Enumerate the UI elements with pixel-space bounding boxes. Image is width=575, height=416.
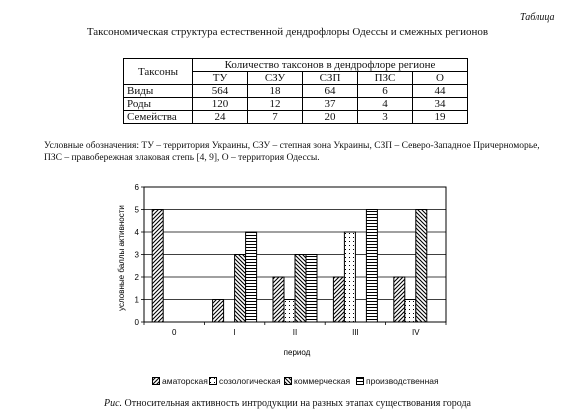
legend-item xyxy=(284,376,350,386)
header-group: Количество таксонов в дендрофлоре регионе xyxy=(193,59,468,72)
table-cell: 64 xyxy=(303,85,358,98)
legend-item xyxy=(356,376,439,386)
table-cell: 44 xyxy=(413,85,468,98)
table-label: Таблица xyxy=(520,12,555,23)
table-cell: 564 xyxy=(193,85,248,98)
legend-swatch-horizontal xyxy=(356,377,364,385)
header-region: О xyxy=(413,72,468,85)
bar xyxy=(394,277,405,322)
bar xyxy=(333,277,344,322)
bar xyxy=(273,277,284,322)
header-taxa: Таксоны xyxy=(124,59,193,85)
abbreviations-note: Условные обозначения: ТУ – территория Украины, СЗУ – степная зона Украины, СЗП – Северо-Западное Причерноморье, ПЗС – правобережная злаковая степь [4, 9], О – территория Одессы. xyxy=(44,141,540,163)
legend-item xyxy=(209,376,281,386)
bar xyxy=(366,210,377,323)
legend-label: аматорская xyxy=(162,376,208,386)
x-tick-label: II xyxy=(292,328,298,337)
figure-caption-text: Относительная активность интродукции на разных этапах существования города xyxy=(122,398,471,409)
table-cell: 18 xyxy=(248,85,303,98)
table-title: Таксономическая структура естественной дендрофлоры Одессы и смежных регионов xyxy=(86,26,489,38)
legend-swatch-diagonal xyxy=(152,377,160,385)
figure-caption-prefix: Рис. xyxy=(104,398,123,409)
legend-label: коммерческая xyxy=(294,376,351,386)
header-region: ТУ xyxy=(193,72,248,85)
bar xyxy=(344,232,355,322)
table-cell: 6 xyxy=(358,85,413,98)
row-label: Семейства xyxy=(124,111,193,124)
table-cell: 120 xyxy=(193,98,248,111)
y-tick-label: 2 xyxy=(134,273,139,282)
y-tick-label: 0 xyxy=(134,318,139,327)
header-region: ПЗС xyxy=(358,72,413,85)
bar xyxy=(306,255,317,323)
table-cell: 4 xyxy=(358,98,413,111)
bar xyxy=(295,255,306,323)
table-cell: 3 xyxy=(358,111,413,124)
y-tick-label: 1 xyxy=(134,295,139,305)
table-cell: 7 xyxy=(248,111,303,124)
header-region: СЗП xyxy=(303,72,358,85)
y-tick-label: 4 xyxy=(134,228,139,237)
legend-item xyxy=(152,376,208,386)
x-tick-label: I xyxy=(233,328,236,337)
table-cell: 19 xyxy=(413,111,468,124)
table-cell: 20 xyxy=(303,111,358,124)
y-tick-label: 3 xyxy=(134,250,139,260)
legend-label: производственная xyxy=(366,376,439,386)
legend-label: созологическая xyxy=(219,376,281,386)
bar xyxy=(416,210,427,323)
x-axis-label: период xyxy=(283,348,311,357)
header-region: СЗУ xyxy=(248,72,303,85)
y-axis-label: условные баллы активности xyxy=(117,205,126,311)
table-cell: 37 xyxy=(303,98,358,111)
x-tick-label: IV xyxy=(412,328,420,337)
bar xyxy=(246,232,257,322)
bar xyxy=(405,300,416,323)
table-cell: 12 xyxy=(248,98,303,111)
bar xyxy=(213,300,224,323)
row-label: Роды xyxy=(124,98,193,111)
x-tick-label: III xyxy=(352,328,359,337)
bar xyxy=(152,210,163,323)
bar xyxy=(235,255,246,323)
x-tick-label: 0 xyxy=(171,328,177,337)
figure-caption xyxy=(0,398,575,409)
y-tick-label: 5 xyxy=(134,205,139,215)
row-label: Виды xyxy=(124,85,193,98)
y-tick-label: 6 xyxy=(134,183,139,192)
legend-swatch-backdiagonal xyxy=(284,377,292,385)
legend-swatch-dots xyxy=(209,377,217,385)
table-cell: 24 xyxy=(193,111,248,124)
table-cell: 34 xyxy=(413,98,468,111)
bar xyxy=(284,300,295,323)
